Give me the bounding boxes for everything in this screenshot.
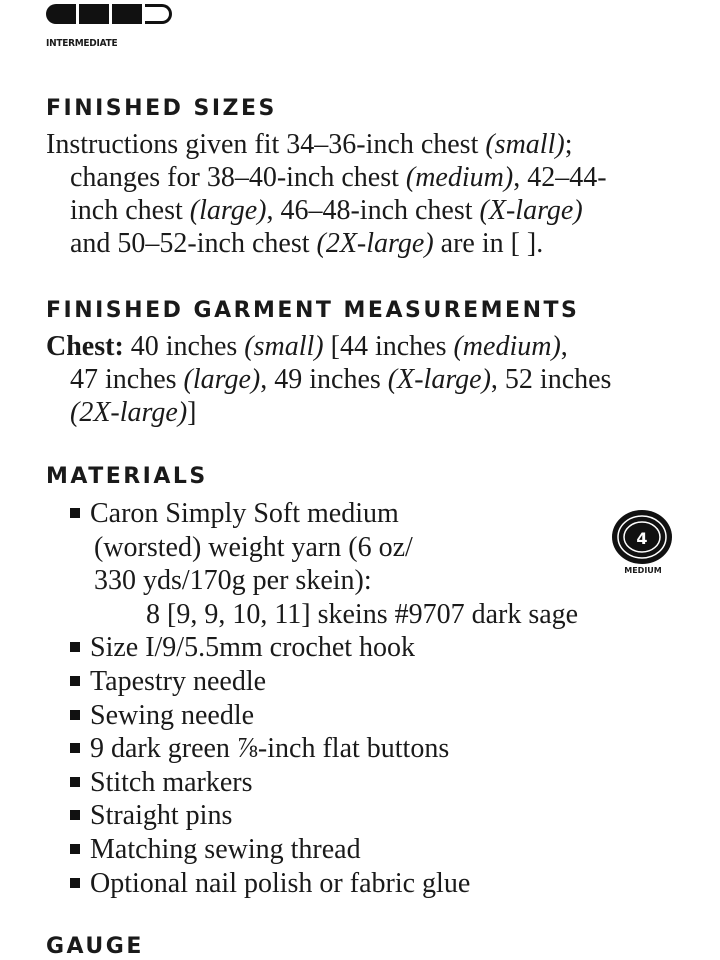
text-run: (large) — [183, 364, 261, 395]
yarn-weight-icon — [608, 506, 676, 568]
text-run: (X-large) — [479, 195, 583, 226]
list-item — [70, 732, 690, 766]
text-run: are in [ ]. — [433, 228, 544, 259]
list-item — [70, 833, 690, 867]
text-run: , 49 inches — [260, 364, 388, 395]
material-item-text: Size I/9/5.5mm crochet hook — [90, 632, 416, 664]
material-item-text: Tapestry needle — [90, 665, 267, 697]
bullet-icon — [70, 710, 80, 720]
text-run: ; — [564, 129, 573, 160]
text-run: ] — [187, 397, 197, 428]
text-run: (2X-large) — [316, 228, 434, 259]
yarn-description-line-1: Caron Simply Soft medium — [90, 498, 399, 529]
text-run: Chest: — [46, 331, 124, 362]
yarn-description-line-2: (worsted) weight yarn (6 oz/ — [94, 531, 413, 563]
garment-measurements-text — [46, 330, 706, 429]
text-line — [46, 227, 706, 260]
material-item-text: Sewing needle — [90, 699, 255, 731]
materials-list — [70, 497, 690, 900]
list-item — [70, 799, 690, 833]
finished-sizes-heading: FINISHED SIZES — [46, 96, 277, 121]
skill-segment-empty — [145, 4, 172, 24]
text-line — [46, 363, 706, 396]
skill-level-meter — [46, 4, 172, 24]
text-run: (medium) — [405, 162, 514, 193]
text-line — [46, 128, 706, 161]
text-run: (small) — [485, 129, 565, 160]
gauge-heading: GAUGE — [46, 934, 144, 959]
skill-segment-filled — [46, 4, 76, 24]
text-line — [46, 330, 706, 363]
text-run: 40 inches — [123, 331, 245, 362]
list-item — [70, 766, 690, 800]
yarn-weight-label: MEDIUM — [624, 566, 662, 575]
list-item — [70, 699, 690, 733]
text-run: inch chest — [70, 195, 190, 226]
text-run: and 50–52-inch chest — [70, 228, 317, 259]
material-item-text: Straight pins — [90, 800, 233, 832]
text-run: (2X-large) — [70, 397, 188, 428]
bullet-icon — [70, 743, 80, 753]
yarn-weight-number: 4 — [636, 529, 648, 548]
bullet-icon — [70, 777, 80, 787]
bullet-icon — [70, 878, 80, 888]
text-run: , 46–48-inch chest — [266, 195, 480, 226]
material-item-text: 9 dark green ⅞-inch flat buttons — [90, 733, 450, 765]
list-item — [70, 665, 690, 699]
bullet-icon — [70, 676, 80, 686]
yarn-description-line-3: 330 yds/170g per skein): — [94, 565, 372, 597]
text-run: changes for 38–40-inch chest — [70, 162, 406, 193]
garment-measurements-heading: FINISHED GARMENT MEASUREMENTS — [46, 298, 580, 323]
bullet-icon — [70, 642, 80, 652]
text-line — [46, 396, 706, 429]
skill-segment-filled — [79, 4, 109, 24]
material-item-text: Matching sewing thread — [90, 833, 361, 865]
bullet-icon — [70, 810, 80, 820]
text-run: (medium) — [453, 331, 561, 362]
text-run: [44 inches — [323, 331, 454, 362]
skill-level-label: INTERMEDIATE — [46, 38, 118, 49]
material-item-text: Stitch markers — [90, 766, 253, 798]
text-run: (large) — [189, 195, 267, 226]
text-run: (small) — [244, 331, 324, 362]
text-line — [46, 194, 706, 227]
list-item — [70, 497, 690, 531]
list-item — [70, 867, 690, 901]
text-run: Instructions given fit 34–36-inch chest — [46, 129, 486, 160]
text-run: , 42–44- — [513, 162, 607, 193]
text-run: , — [560, 331, 568, 362]
skill-segment-filled — [112, 4, 142, 24]
materials-heading: MATERIALS — [46, 464, 208, 489]
material-item-text: Optional nail polish or fabric glue — [90, 867, 471, 899]
text-run: 47 inches — [70, 364, 184, 395]
text-run: (X-large) — [387, 364, 491, 395]
bullet-icon — [70, 844, 80, 854]
list-item — [70, 631, 690, 665]
bullet-icon — [70, 508, 80, 518]
finished-sizes-text — [46, 128, 706, 260]
text-line — [46, 161, 706, 194]
text-run: , 52 inches — [490, 364, 612, 395]
yarn-skein-quantity: 8 [9, 9, 10, 11] skeins #9707 dark sage — [146, 598, 579, 630]
